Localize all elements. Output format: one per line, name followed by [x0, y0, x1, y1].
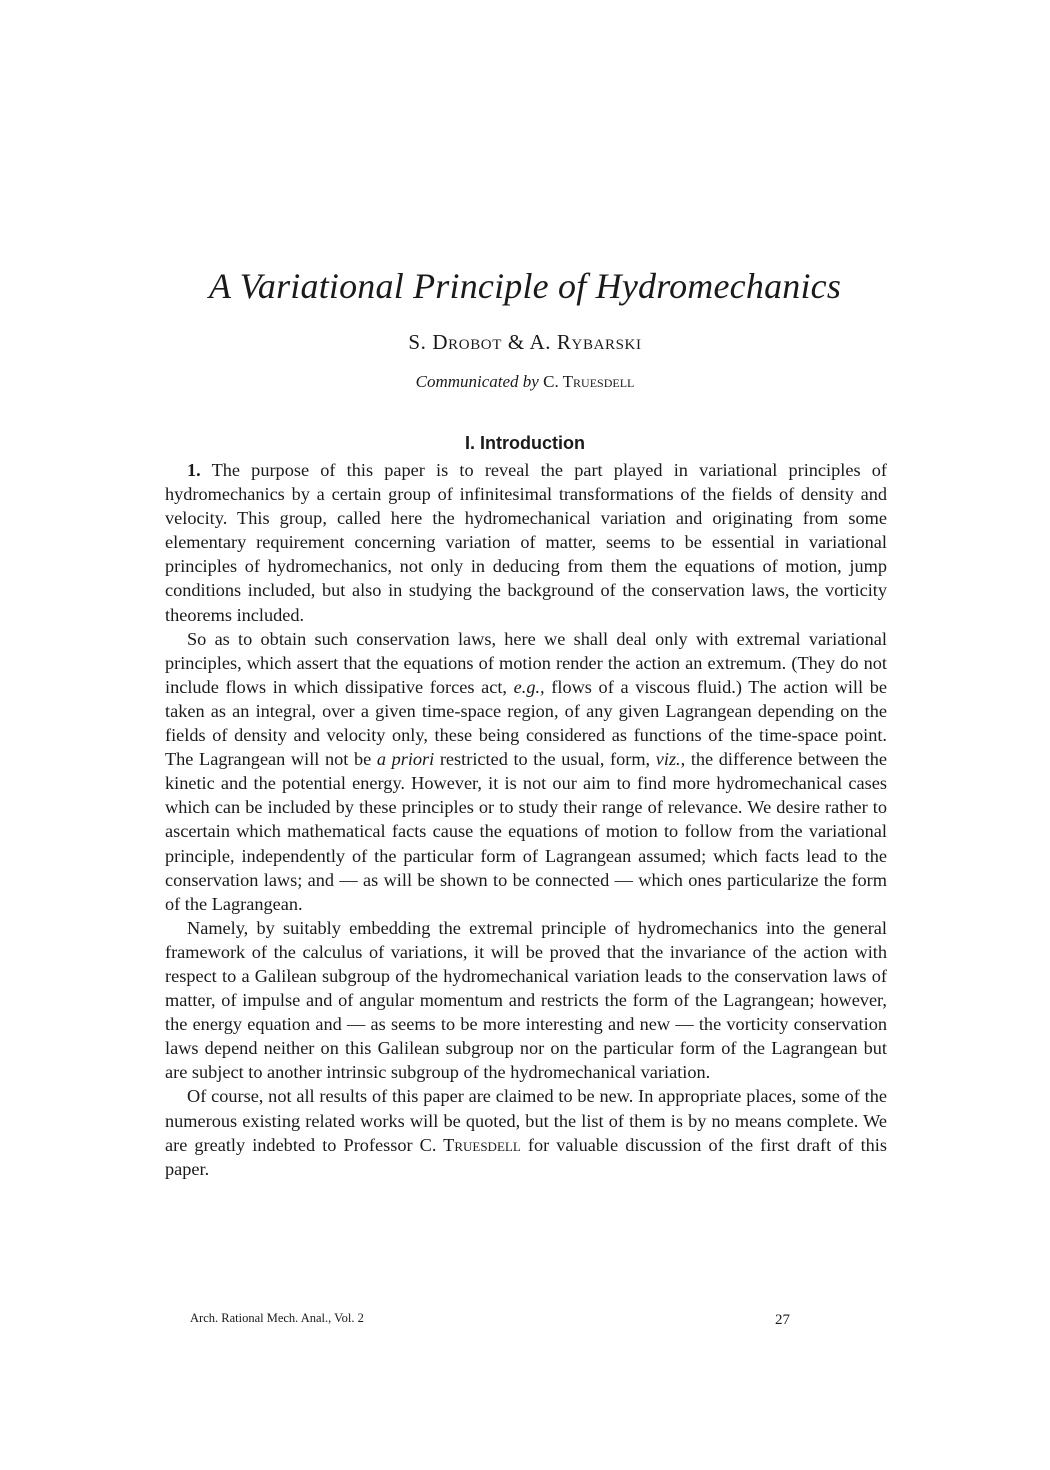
- paragraph-2-eg: e.g.,: [513, 676, 545, 697]
- footer-journal-citation: Arch. Rational Mech. Anal., Vol. 2: [190, 1311, 364, 1325]
- communicated-by-line: [0, 372, 1050, 392]
- paragraph-2-part-2: flows of a viscous fluid.) The action will be taken as an integral, over a given time-space region, of any given Lagrangean depending on the fields of density and velocity only, these being considered as functions of the time-space point. The Lagrangean will not be: [165, 676, 887, 770]
- paper-authors: S. Drobot & A. Rybarski: [408, 330, 642, 354]
- footer-page-number: 27: [775, 1312, 790, 1328]
- paragraph-2-part-3: restricted to the usual, form,: [434, 749, 656, 770]
- paragraph-3: Namely, by suitably embedding the extremal principle of hydromechanics into the general framework of the calculus of variations, it will be proved that the invariance of the action with respect to a Galilean subgroup of the hydromechanical variation leads to the conservation laws of matter, of impulse and of angular momentum and restricts the form of the Lagrangean; however, the energy equation and — as seems to be more interesting and new — the vorticity conservation laws depend neither on this Galilean subgroup nor on the particular form of the Lagrangean but are subject to another intrinsic subgroup of the hydromechanical variation.: [165, 917, 887, 1083]
- paragraph-2-viz: viz.,: [655, 749, 686, 770]
- paragraph-4-part-2: for valuable discussion of the first draft of this paper.: [165, 1134, 887, 1179]
- paragraph-4-name: C. Truesdell: [419, 1134, 521, 1155]
- paragraph-4: [165, 1084, 887, 1180]
- paragraph-4-part-1: Of course, not all results of this paper are claimed to be new. In appropriate places, some of the numerous existing related works will be quoted, but the list of them is by no means complete. We are greatly indebted to Professor: [165, 1086, 887, 1155]
- paragraph-number: 1.: [187, 460, 201, 480]
- communicated-by-name: C. Truesdell: [543, 372, 635, 391]
- body-text: [165, 458, 887, 1181]
- paragraph-1-text: The purpose of this paper is to reveal the part played in variational principles of hydromechanics by a certain group of infinitesimal transformations of the fields of density and velocity. This group, called here the hydromechanical variation and originating from some elementary requirement concerning variation of matter, seems to be essential in variational principles of hydromechanics, not only in deducing from them the equations of motion, jump conditions included, but also in studying the background of the conservation laws, the vorticity theorems included.: [165, 460, 887, 625]
- communicated-by-label: Communicated by: [415, 372, 539, 391]
- section-heading-introduction: I. Introduction: [465, 433, 585, 453]
- paragraph-2-a-priori: a priori: [376, 749, 435, 770]
- paragraph-2: [165, 627, 887, 916]
- paragraph-2-part-1: So as to obtain such conservation laws, here we shall deal only with extremal variational principles, which assert that the equations of motion render the action an extremum. (They do not include flows in which dissipative forces act,: [165, 628, 887, 697]
- paragraph-2-part-4: the difference between the kinetic and the potential energy. However, it is not our aim to find more hydromechanical cases which can be included by these principles or to study their range of relevance. We desire rather to ascertain which mathematical facts cause the equations of motion to follow from the variational principle, independently of the particular form of Lagrangean assumed; which facts lead to the conservation laws; and — as will be shown to be connected — which ones particularize the form of the Lagrangean.: [165, 749, 887, 914]
- paragraph-1: [165, 458, 887, 627]
- paper-title: A Variational Principle of Hydromechanics: [208, 266, 842, 306]
